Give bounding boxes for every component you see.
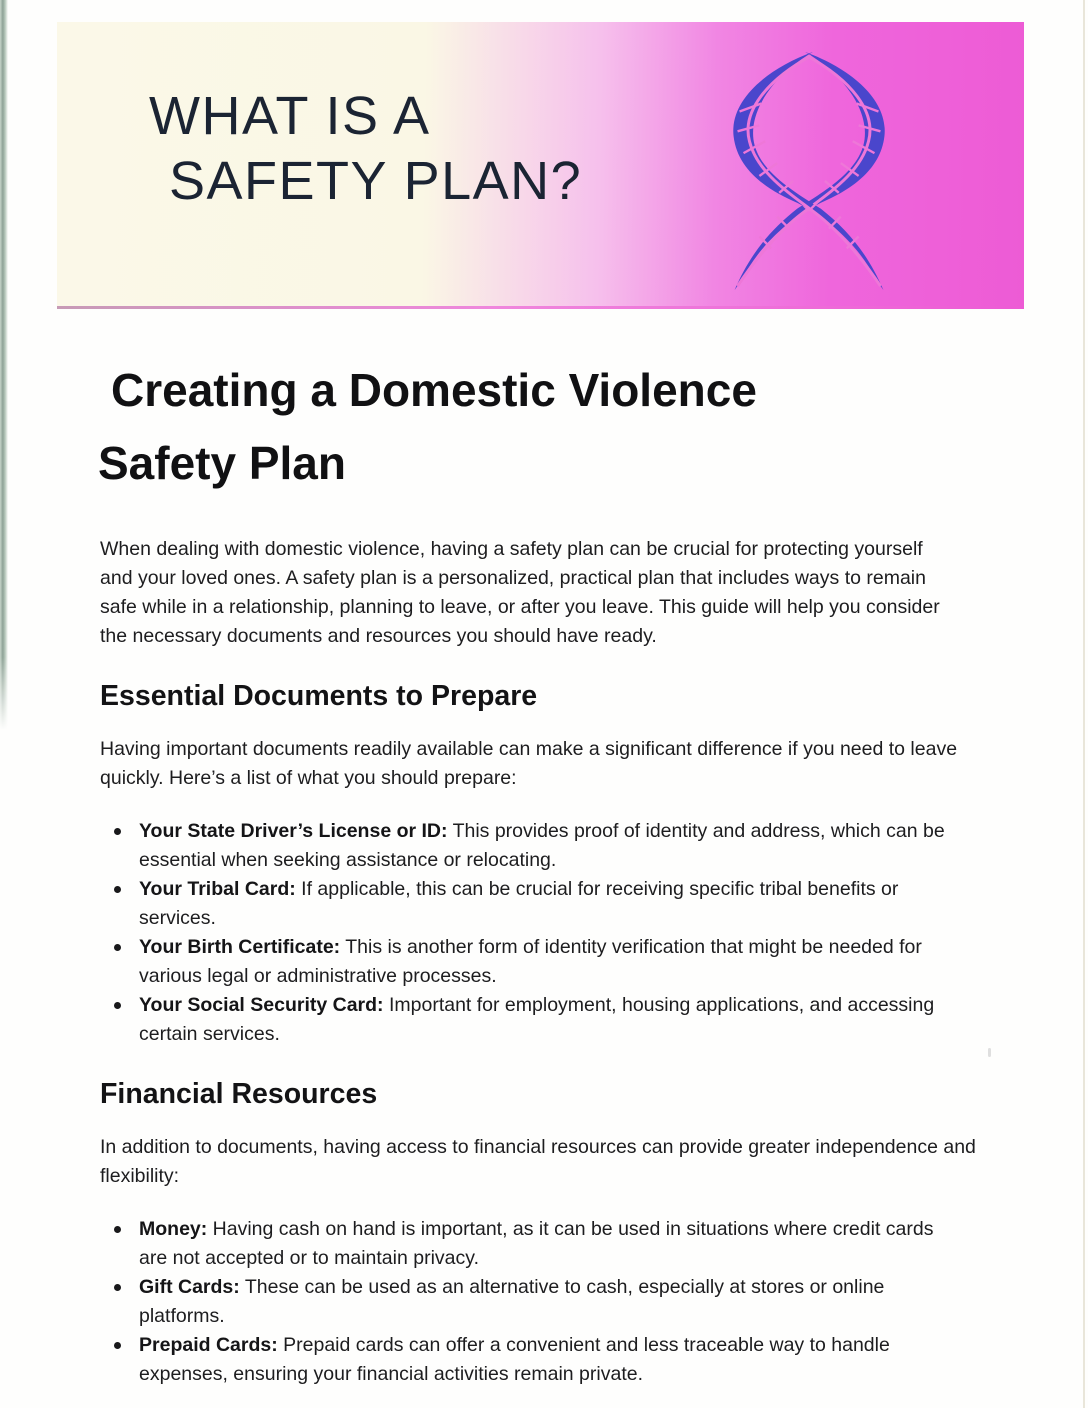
list-item-text: This is another form of identity verification that might be needed for various legal or administrative processes. [139, 936, 922, 987]
list-item-social-security-card [98, 991, 966, 1049]
page-title-line1: Creating a Domestic Violence [111, 364, 757, 416]
section-intro-financial-resources: In addition to documents, having access to financial resources can provide greater independence and flexibility: [100, 1136, 976, 1187]
list-item-text: Having cash on hand is important, as it can be used in situations where credit cards are not accepted or to maintain privacy. [139, 1218, 934, 1269]
list-item-text: Prepaid cards can offer a convenient and less traceable way to handle expenses, ensuring your financial activities remain private. [139, 1334, 890, 1385]
section-intro-essential-documents: Having important documents readily available can make a significant difference if you need to leave quickly. Here’s a list of what you should prepare: [100, 738, 958, 789]
list-item-text: This provides proof of identity and address, which can be essential when seeking assistance or relocating. [139, 820, 945, 871]
list-item-label: Your Birth Certificate: [139, 936, 341, 958]
banner-title-line2: SAFETY PLAN? [169, 151, 583, 211]
list-item-text: If applicable, this can be crucial for receiving specific tribal benefits or services. [139, 878, 899, 929]
list-item-money [98, 1215, 966, 1273]
list-item-label: Gift Cards: [139, 1276, 240, 1298]
section-heading-essential-documents: Essential Documents to Prepare [100, 680, 538, 712]
list-item-label: Prepaid Cards: [139, 1334, 278, 1356]
list-item-label: Your Social Security Card: [139, 994, 384, 1016]
list-item-drivers-license [98, 817, 966, 875]
section-heading-financial-resources: Financial Resources [100, 1078, 378, 1110]
feather-ribbon-icon [709, 42, 909, 300]
list-item-tribal-card [98, 875, 966, 933]
list-item-label: Your State Driver’s License or ID: [139, 820, 448, 842]
intro-paragraph: When dealing with domestic violence, having a safety plan can be crucial for protecting yourself and your loved ones. A safety plan is a personalized, practical plan that includes ways to remain safe while in a relationship, planning to leave, or after you leave. This guide will help you consider the necessary documents and resources you should have ready. [100, 538, 940, 647]
list-item-text: These can be used as an alternative to cash, especially at stores or online platforms. [139, 1276, 885, 1327]
list-item-prepaid-cards [98, 1331, 966, 1389]
financial-resources-list [98, 1215, 966, 1389]
page-title-line2: Safety Plan [98, 437, 346, 489]
documents-list [98, 817, 966, 1049]
list-item-label: Money: [139, 1218, 208, 1240]
list-item-birth-certificate [98, 933, 966, 991]
header-banner [57, 22, 1024, 306]
banner-title [149, 84, 582, 214]
page-title [98, 354, 1088, 500]
banner-underline [57, 306, 1024, 309]
list-item-text: Important for employment, housing applications, and accessing certain services. [139, 994, 935, 1045]
banner-title-line1: WHAT IS A [149, 86, 431, 146]
list-item-label: Your Tribal Card: [139, 878, 296, 900]
list-item-gift-cards [98, 1273, 966, 1331]
article-body [0, 340, 1088, 1389]
